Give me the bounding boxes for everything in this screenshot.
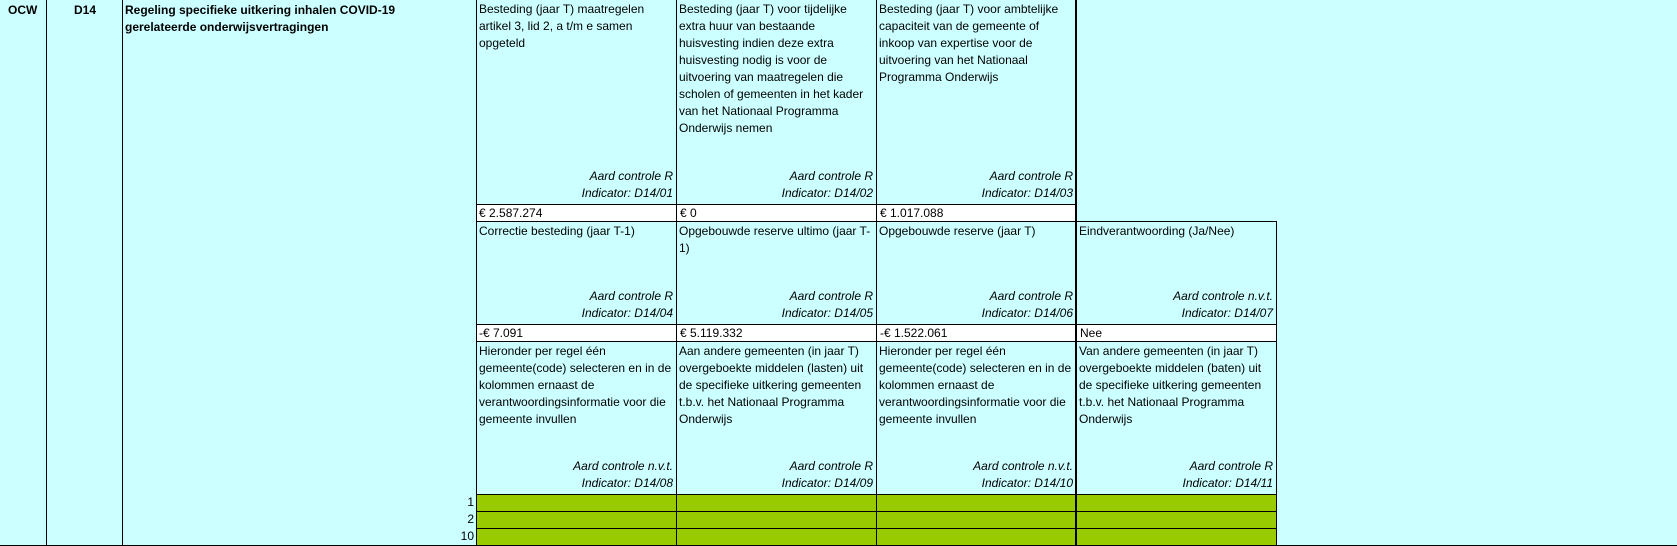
value-cell-d14-02[interactable]: € 0 [677,205,876,221]
indicator-cell-d14-03[interactable] [876,0,1076,204]
indicator-id: Indicator: D14/11 [1182,476,1273,490]
indicator-id: Indicator: D14/07 [1181,306,1273,320]
indicator-id: Indicator: D14/09 [781,476,873,490]
indicator-id: Indicator: D14/08 [581,476,673,490]
control-type: Aard controle R [989,289,1073,303]
input-cell[interactable] [477,495,676,511]
indicator-cell-d14-06[interactable] [876,222,1076,324]
indicator-id: Indicator: D14/10 [981,476,1073,490]
indicator-description: Aan andere gemeenten (in jaar T) overgeboekte middelen (lasten) uit de specifieke uitkering gemeenten t.b.v. het Nationaal Programma Onderwijs [679,344,864,426]
input-cell[interactable] [877,495,1076,511]
indicator-control [982,168,1073,202]
input-cell[interactable] [677,512,876,528]
indicator-description: Eindverantwoording (Ja/Nee) [1079,224,1235,238]
indicator-description: Besteding (jaar T) voor tijdelijke extra huur van bestaande huisvesting indien deze extra huisvesting nodig is voor de uitvoering van maatregelen die scholen of gemeenten in het kader van het Nationaal Programma Onderwijs nemen [679,2,864,135]
indicator-cell-d14-05[interactable] [676,222,876,324]
indicator-cell-d14-09[interactable] [676,342,876,494]
indicator-cell-d14-10[interactable] [876,342,1076,494]
indicator-control [1173,288,1273,322]
grid-line [1276,222,1277,546]
control-type: Aard controle R [589,289,673,303]
grid-line [476,494,1277,495]
indicator-cell-d14-04[interactable] [476,222,676,324]
control-type: Aard controle n.v.t. [973,459,1073,473]
indicator-id: Indicator: D14/04 [581,306,673,320]
indicator-id: Indicator: D14/01 [581,186,673,200]
indicator-cell-d14-02[interactable] [676,0,876,204]
indicator-cell-d14-11[interactable] [1076,342,1276,494]
control-type: Aard controle R [789,459,873,473]
column-divider [122,0,123,546]
indicator-id: Indicator: D14/06 [981,306,1073,320]
input-cell[interactable] [477,529,676,545]
indicator-cell-d14-01[interactable] [476,0,676,204]
indicator-description: Hieronder per regel één gemeente(code) selecteren en in de kolommen ernaast de verantwoordingsinformatie voor die gemeente invullen [879,344,1072,426]
indicator-description: Besteding (jaar T) voor ambtelijke capaciteit van de gemeente of inkoop van expertise voor de uitvoering van het Nationaal Programma Onderwijs [879,2,1059,84]
value-cell-d14-05[interactable]: € 5.119.332 [677,325,876,341]
indicator-description: Opgebouwde reserve (jaar T) [879,224,1036,238]
row-number: 1 [467,495,474,509]
control-type: Aard controle n.v.t. [573,459,673,473]
input-cell[interactable] [677,529,876,545]
indicator-description: Hieronder per regel één gemeente(code) selecteren en in de kolommen ernaast de verantwoordingsinformatie voor die gemeente invullen [479,344,672,426]
grid-line [876,0,877,546]
control-type: Aard controle n.v.t. [1173,289,1273,303]
regulation-title-cell[interactable]: Regeling specifieke uitkering inhalen COVID-19 gerelateerde onderwijsvertragingen [125,3,396,34]
grid-line [476,324,1277,325]
value-cell-d14-07[interactable]: Nee [1077,325,1276,341]
indicator-control [1183,458,1274,492]
control-type: Aard controle R [1189,459,1273,473]
grid-line [476,204,1076,205]
input-cell[interactable] [1077,495,1276,511]
control-type: Aard controle R [789,169,873,183]
indicator-control [573,458,673,492]
input-cell[interactable] [477,512,676,528]
indicator-id: Indicator: D14/05 [781,306,873,320]
indicator-description: Opgebouwde reserve ultimo (jaar T-1) [679,224,871,255]
indicator-control [782,458,873,492]
indicator-control [782,288,873,322]
indicator-description: Besteding (jaar T) maatregelen artikel 3, lid 2, a t/m e samen opgeteld [479,2,645,50]
input-cell[interactable] [877,529,1076,545]
value-cell-d14-03[interactable]: € 1.017.088 [877,205,1076,221]
indicator-control [582,168,673,202]
control-type: Aard controle R [789,289,873,303]
value-cell-d14-04[interactable]: -€ 7.091 [476,325,676,341]
grid-line [1075,0,1077,546]
value-cell-d14-01[interactable]: € 2.587.274 [476,205,676,221]
grid-line [476,221,1277,222]
indicator-control [982,288,1073,322]
indicator-description: Correctie besteding (jaar T-1) [479,224,635,238]
grid-line [476,0,477,546]
indicator-cell-d14-08[interactable] [476,342,676,494]
row-number: 2 [467,512,474,526]
department-cell[interactable]: OCW [8,3,38,17]
indicator-control [973,458,1073,492]
indicator-control [582,288,673,322]
grid-line [476,528,1277,529]
input-cell[interactable] [1077,529,1276,545]
control-type: Aard controle R [589,169,673,183]
indicator-id: Indicator: D14/03 [981,186,1073,200]
indicator-id: Indicator: D14/02 [781,186,873,200]
code-cell[interactable]: D14 [74,3,97,17]
column-divider [46,0,47,546]
indicator-cell-d14-07[interactable] [1076,222,1276,324]
row-number: 10 [460,529,474,543]
input-cell[interactable] [677,495,876,511]
indicator-description: Van andere gemeenten (in jaar T) overgeboekte middelen (baten) uit de specifieke uitkering gemeenten t.b.v. het Nationaal Programma Onderwijs [1079,344,1262,426]
indicator-control [782,168,873,202]
input-cell[interactable] [1077,512,1276,528]
value-cell-d14-06[interactable]: -€ 1.522.061 [877,325,1076,341]
grid-line [676,0,677,546]
input-cell[interactable] [877,512,1076,528]
control-type: Aard controle R [989,169,1073,183]
grid-line [476,341,1277,342]
grid-line [476,511,1277,512]
